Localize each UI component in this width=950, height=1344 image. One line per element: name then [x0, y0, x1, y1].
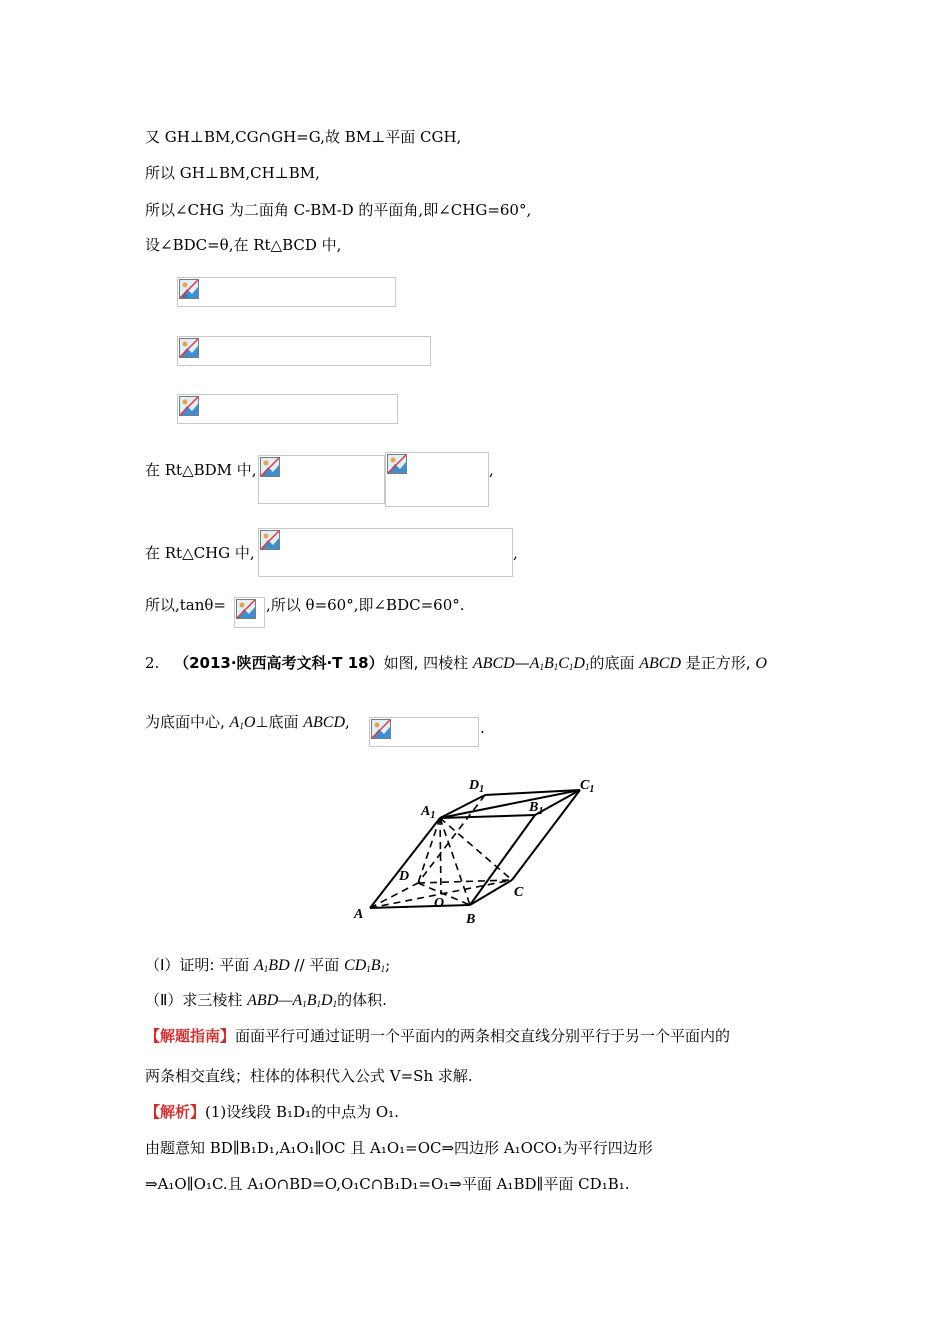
- q2-comma: ,: [345, 713, 350, 731]
- part-1-plane-a: $A_1BD$: [254, 957, 290, 974]
- equation-image-1: [177, 277, 396, 307]
- q2-text-b: ⊥底面: [255, 713, 304, 731]
- label-D1: $D_1$: [469, 778, 485, 795]
- label-A: A: [354, 907, 364, 922]
- base-name: ABCD: [639, 655, 682, 672]
- question-2-line-1: [145, 653, 767, 674]
- question-text-a: 如图, 四棱柱: [383, 654, 473, 672]
- broken-image-icon: [179, 279, 199, 299]
- line-1: 又 GH⊥BM,CG∩GH=G,故 BM⊥平面 CGH,: [145, 128, 462, 146]
- part-2-prism: $ABD—A_1B_1D_1$: [247, 992, 338, 1009]
- prism-dash: —: [514, 654, 530, 672]
- line-5: 在 Rt△BDM 中,: [145, 461, 257, 479]
- question-text-b: 的底面: [589, 654, 640, 672]
- broken-image-icon: [260, 457, 280, 477]
- line-5-tail: ,: [489, 461, 494, 479]
- broken-image-icon: [371, 719, 391, 739]
- broken-image-icon: [236, 599, 256, 619]
- guide-tag: 【解题指南】: [145, 1027, 236, 1045]
- solution-line-1: [145, 1102, 399, 1122]
- equation-image-4: [258, 455, 385, 504]
- prism-base: ABCD: [472, 655, 515, 672]
- broken-image-icon: [179, 338, 199, 358]
- label-B1: $B_1$: [529, 800, 544, 817]
- guide-line-2: 两条相交直线；柱体的体积代入公式 V=Sh 求解.: [145, 1067, 473, 1085]
- broken-image-icon: [179, 396, 199, 416]
- guide-line-1: [145, 1026, 730, 1046]
- part-2: [145, 990, 387, 1011]
- prism-figure: [340, 770, 610, 930]
- q2-text-a: 为底面中心,: [145, 713, 230, 731]
- question-2-line-2: [145, 712, 350, 733]
- part-1-end: ;: [385, 956, 391, 974]
- line-7-a: 所以,tanθ=: [145, 596, 226, 614]
- prism-top: $A_1B_1C_1D_1$: [529, 655, 590, 672]
- label-O: O: [434, 896, 445, 911]
- line-4: 设∠BDC=θ,在 Rt△BCD 中,: [145, 236, 342, 254]
- q2-abcd: ABCD: [303, 714, 346, 731]
- line-6-tail: ,: [513, 544, 518, 562]
- part-1-label: （Ⅰ）证明: 平面: [145, 956, 255, 974]
- part-1-plane-b: $CD_1B_1$: [344, 957, 386, 974]
- equation-image-8: [369, 717, 479, 747]
- equation-image-3: [177, 394, 398, 424]
- label-C: C: [514, 885, 524, 900]
- guide-text: 面面平行可通过证明一个平面内的两条相交直线分别平行于另一个平面内的: [235, 1027, 731, 1045]
- label-C1: $C_1$: [580, 778, 595, 795]
- equation-image-6: [258, 528, 513, 577]
- q2-a1o: $A_1O$: [229, 714, 256, 731]
- equation-image-5: [385, 452, 489, 507]
- broken-image-icon: [260, 530, 280, 550]
- part-1: [145, 955, 390, 976]
- part-2-label: （Ⅱ）求三棱柱: [145, 991, 248, 1009]
- question-source: （2013·陕西高考文科·T 18）: [174, 654, 384, 672]
- center-o: O: [755, 655, 767, 672]
- solution-tag: 【解析】: [145, 1103, 206, 1121]
- line-2: 所以 GH⊥BM,CH⊥BM,: [145, 164, 320, 182]
- label-B: B: [466, 912, 476, 927]
- solution-line-3: ⇒A₁O∥O₁C.且 A₁O∩BD=O,O₁C∩B₁D₁=O₁⇒平面 A₁BD∥平面 CD₁B₁.: [145, 1175, 630, 1193]
- part-1-mid: // 平面: [289, 956, 345, 974]
- broken-image-icon: [387, 454, 407, 474]
- line-7-b: ,所以 θ=60°,即∠BDC=60°.: [266, 596, 465, 614]
- question-number: 2.: [145, 654, 160, 672]
- line-3: 所以∠CHG 为二面角 C-BM-D 的平面角,即∠CHG=60°,: [145, 201, 532, 219]
- solution-text-1: (1)设线段 B₁D₁的中点为 O₁.: [205, 1103, 399, 1121]
- label-A1: $A_1$: [421, 804, 436, 821]
- equation-image-7: [234, 597, 265, 628]
- equation-image-2: [177, 336, 431, 366]
- question-text-c: 是正方形,: [681, 654, 756, 672]
- label-D: D: [399, 869, 410, 884]
- part-2-end: 的体积.: [337, 991, 387, 1009]
- solution-line-2: 由题意知 BD∥B₁D₁,A₁O₁∥OC 且 A₁O₁=OC⇒四边形 A₁OCO₁为平行四边形: [145, 1139, 653, 1157]
- q2-end: .: [480, 719, 485, 737]
- line-6: 在 Rt△CHG 中,: [145, 544, 255, 562]
